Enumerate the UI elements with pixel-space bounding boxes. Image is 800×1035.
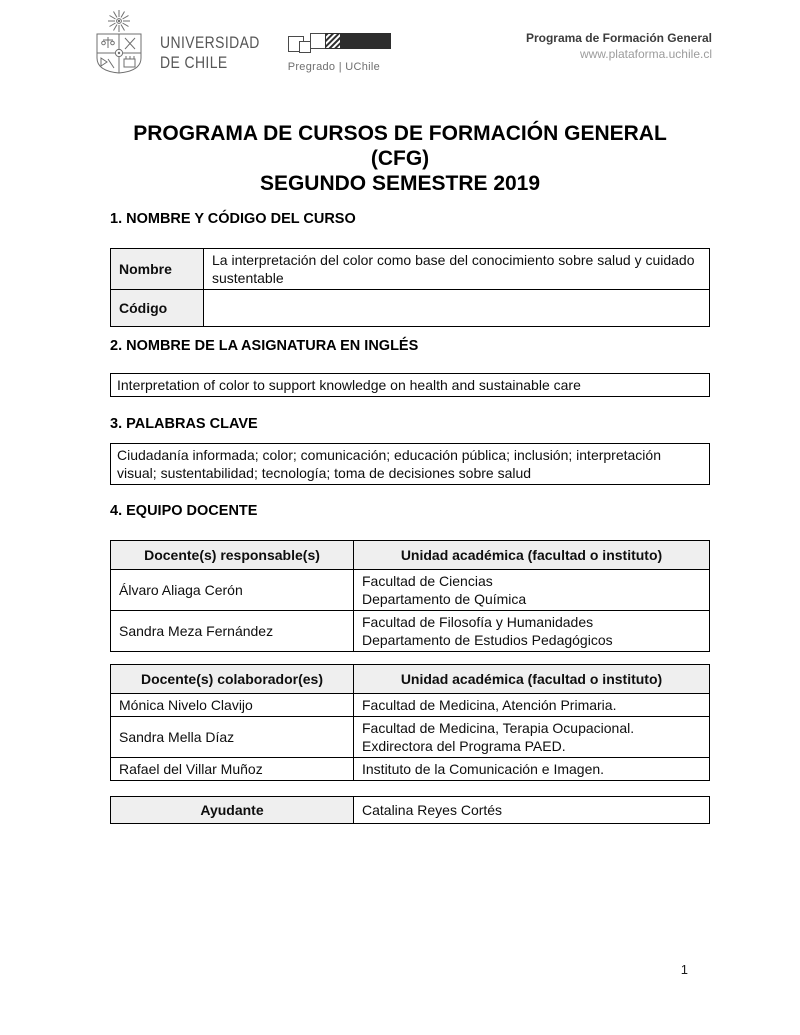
colaboradores-table	[110, 664, 710, 781]
unidad-col-header: Unidad académica (facultad o instituto)	[354, 541, 710, 570]
docente-name: Álvaro Aliaga Cerón	[111, 570, 354, 611]
table-header-row	[111, 665, 710, 694]
docente-unit: Facultad de Medicina, Atención Primaria.	[354, 694, 710, 717]
docente-name: Sandra Mella Díaz	[111, 717, 354, 758]
title-line-2: (CFG)	[370, 147, 430, 170]
header-right-block	[526, 30, 712, 62]
university-name: UNIVERSIDAD DE CHILE	[160, 33, 260, 72]
pregrado-squares-icon	[288, 40, 392, 56]
document-title	[0, 121, 800, 196]
nombre-value-cell: La interpretación del color como base del conocimiento sobre salud y cuidado sustentable	[204, 249, 710, 290]
keywords-box: Ciudadanía informada; color; comunicación; educación pública; inclusión; interpretación visual; sustentabilidad; tecnología; toma de decisiones sobre salud	[110, 443, 710, 485]
section1-heading: 1. NOMBRE Y CÓDIGO DEL CURSO	[110, 211, 356, 227]
codigo-value-cell	[204, 290, 710, 327]
docente-name: Rafael del Villar Muñoz	[111, 758, 354, 781]
section2-heading: 2. NOMBRE DE LA ASIGNATURA EN INGLÉS	[110, 338, 419, 354]
page-number: 1	[680, 962, 688, 977]
table-row	[111, 694, 710, 717]
ayudante-table	[110, 796, 710, 824]
english-name-box: Interpretation of color to support knowledge on health and sustainable care	[110, 373, 710, 397]
uchile-shield-icon	[90, 8, 148, 77]
nombre-label-cell: Nombre	[111, 249, 204, 290]
codigo-label-cell: Código	[111, 290, 204, 327]
program-name: Programa de Formación General	[525, 31, 712, 45]
colaboradores-col-header: Docente(s) colaborador(es)	[111, 665, 354, 694]
section4-heading: 4. EQUIPO DOCENTE	[110, 503, 258, 519]
table-row	[111, 290, 710, 327]
title-line-3: SEGUNDO SEMESTRE 2019	[259, 172, 541, 195]
responsables-table	[110, 540, 710, 652]
ayudante-value-cell: Catalina Reyes Cortés	[354, 797, 710, 824]
table-row	[111, 758, 710, 781]
docente-unit: Facultad de Medicina, Terapia Ocupacional. Exdirectora del Programa PAED.	[354, 717, 710, 758]
page-header	[0, 0, 800, 77]
responsables-col-header: Docente(s) responsable(s)	[111, 541, 354, 570]
unidad-col-header: Unidad académica (facultad o instituto)	[354, 665, 710, 694]
table-row	[111, 611, 710, 652]
docente-name: Mónica Nivelo Clavijo	[111, 694, 354, 717]
pregrado-logo	[288, 32, 392, 73]
table-row	[111, 797, 710, 824]
docente-unit: Instituto de la Comunicación e Imagen.	[354, 758, 710, 781]
table-row	[111, 249, 710, 290]
table-row	[111, 717, 710, 758]
ayudante-label-cell: Ayudante	[111, 797, 354, 824]
title-line-1: PROGRAMA DE CURSOS DE FORMACIÓN GENERAL	[133, 122, 667, 145]
course-name-code-table	[110, 248, 710, 327]
uchile-logo	[90, 8, 282, 77]
table-row	[111, 570, 710, 611]
section3-heading: 3. PALABRAS CLAVE	[110, 416, 258, 432]
table-header-row	[111, 541, 710, 570]
document-body	[110, 210, 710, 824]
docente-unit: Facultad de Ciencias Departamento de Química	[354, 570, 710, 611]
pregrado-label: Pregrado | UChile	[287, 61, 381, 73]
docente-unit: Facultad de Filosofía y Humanidades Departamento de Estudios Pedagógicos	[354, 611, 710, 652]
website-url: www.plataforma.uchile.cl	[579, 47, 712, 61]
docente-name: Sandra Meza Fernández	[111, 611, 354, 652]
